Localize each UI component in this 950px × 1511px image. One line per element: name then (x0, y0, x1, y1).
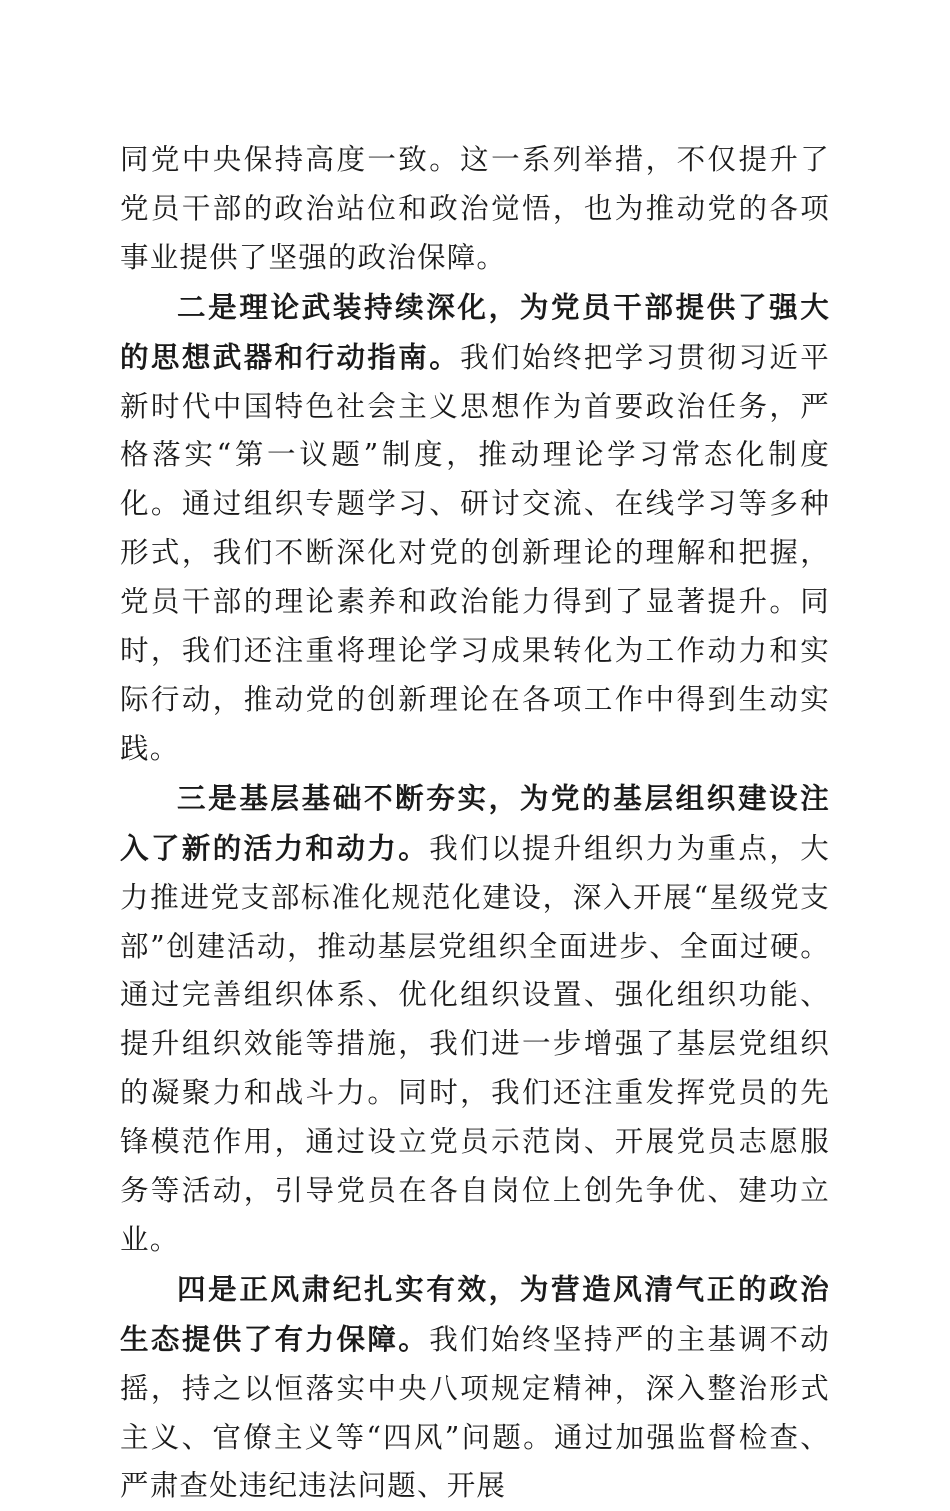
paragraph-lead: 二是理论武装持续深化，为党员干部提供了强大的思想武器和行动指南。 (120, 289, 830, 374)
paragraph-body: 我们以提升组织力为重点，大力推进党支部标准化规范化建设，深入开展“星级党支部”创建活动，推动基层党组织全面进步、全面过硬。通过完善组织体系、优化组织设置、强化组织功能、提升组织效能等措施，我们进一步增强了基层党组织的凝聚力和战斗力。同时，我们还注重发挥党员的先锋模范作用，通过设立党员示范岗、开展党员志愿服务等活动，引导党员在各自岗位上创先争优、建功立业。 (120, 831, 830, 1256)
document-body (120, 136, 830, 1511)
paragraph-lead: 四是正风肃纪扎实有效，为营造风清气正的政治生态提供了有力保障。 (120, 1271, 830, 1356)
paragraph-grassroots (120, 774, 830, 1265)
paragraph-discipline (120, 1265, 830, 1511)
paragraph-body: 我们始终把学习贯彻习近平新时代中国特色社会主义思想作为首要政治任务，严格落实“第一议题”制度，推动理论学习常态化制度化。通过组织专题学习、研讨交流、在线学习等多种形式，我们不断深化对党的创新理论的理解和把握，党员干部的理论素养和政治能力得到了显著提升。同时，我们还注重将理论学习成果转化为工作动力和实际行动，推动党的创新理论在各项工作中得到生动实践。 (120, 340, 831, 765)
paragraph-lead: 三是基层基础不断夯实，为党的基层组织建设注入了新的活力和动力。 (120, 780, 830, 865)
paragraph-body: 我们始终坚持严的主基调不动摇，持之以恒落实中央八项规定精神，深入整治形式主义、官僚主义等“四风”问题。通过加强监督检查、严肃查处违纪违法问题、开展 (120, 1322, 830, 1503)
paragraph-continuation (120, 136, 830, 283)
paragraph-body: 同党中央保持高度一致。这一系列举措，不仅提升了党员干部的政治站位和政治觉悟，也为推动党的各项事业提供了坚强的政治保障。 (120, 143, 830, 274)
paragraph-theory (120, 283, 830, 774)
